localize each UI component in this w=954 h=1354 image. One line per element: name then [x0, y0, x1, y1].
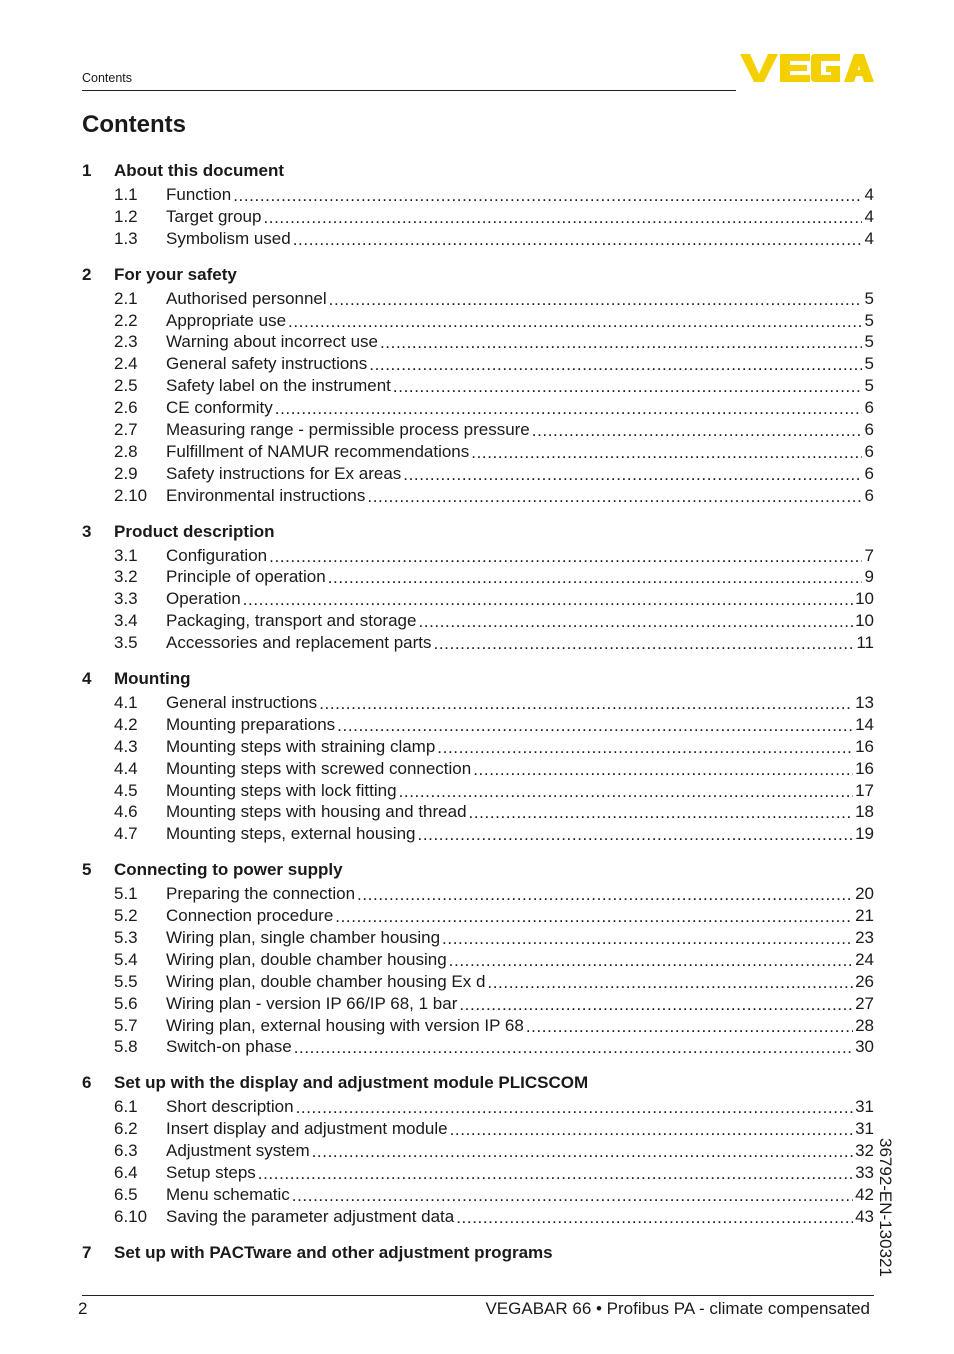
dot-leader — [335, 907, 853, 927]
entry-number: 6.2 — [114, 1119, 138, 1139]
dot-leader — [442, 929, 853, 949]
entry-number: 2.5 — [114, 376, 138, 396]
dot-leader — [288, 312, 862, 332]
entry-number: 4.4 — [114, 758, 138, 778]
dot-leader — [456, 1208, 853, 1228]
entry-number: 5.8 — [114, 1037, 138, 1057]
toc-entry[interactable] — [82, 758, 874, 780]
dot-leader — [449, 951, 853, 971]
entry-number: 2.9 — [114, 463, 138, 483]
entry-title: CE conformity — [166, 398, 273, 418]
toc-chapter-heading[interactable] — [82, 666, 874, 692]
entry-number: 6.4 — [114, 1163, 138, 1182]
dot-leader — [399, 782, 854, 802]
toc-entry[interactable] — [82, 780, 874, 802]
entry-page-number: 16 — [855, 758, 874, 778]
entry-title: Mounting steps with housing and thread — [166, 802, 467, 822]
entry-title: Safety instructions for Ex areas — [166, 463, 402, 483]
dot-leader — [471, 443, 862, 463]
toc-entry[interactable] — [82, 588, 874, 610]
entry-title: Warning about incorrect use — [166, 332, 378, 352]
entry-title: Adjustment system — [166, 1141, 310, 1161]
entry-title: Wiring plan, double chamber housing — [166, 949, 447, 969]
toc-entry[interactable] — [82, 206, 874, 228]
toc-chapter-heading[interactable] — [82, 1240, 874, 1266]
entry-page-number: 14 — [855, 714, 874, 734]
entry-page-number: 4 — [864, 228, 874, 248]
entry-page-number: 7 — [864, 545, 874, 565]
dot-leader — [367, 487, 862, 507]
entry-number: 5.5 — [114, 971, 138, 991]
entry-page-number: 17 — [855, 780, 874, 800]
entry-number: 6.10 — [114, 1206, 148, 1226]
entry-page-number: 24 — [855, 949, 874, 969]
vega-logo — [740, 50, 874, 86]
dot-leader — [526, 1017, 853, 1037]
toc-chapter — [82, 666, 874, 845]
dot-leader — [275, 399, 862, 419]
entry-page-number: 16 — [855, 736, 874, 756]
footer-document-title: VEGABAR 66 • Profibus PA - climate compensated — [485, 1299, 870, 1318]
entry-number: 1.1 — [114, 184, 138, 204]
entry-page-number: 6 — [864, 485, 874, 505]
chapter-number: 7 — [82, 1242, 92, 1262]
entry-number: 5.7 — [114, 1015, 138, 1035]
toc-chapter-heading[interactable] — [82, 857, 874, 883]
toc-entry[interactable] — [82, 441, 874, 463]
chapter-number: 2 — [82, 264, 92, 284]
toc-entry[interactable] — [82, 485, 874, 507]
entry-title: Target group — [166, 206, 262, 226]
dot-leader — [380, 333, 862, 353]
toc-entry[interactable] — [82, 736, 874, 758]
entry-number: 4.2 — [114, 714, 138, 734]
entry-page-number: 31 — [855, 1097, 874, 1117]
entry-title: General instructions — [166, 692, 318, 712]
toc-entry[interactable] — [82, 419, 874, 441]
entry-page-number: 10 — [855, 589, 874, 609]
toc-chapter-heading[interactable] — [82, 158, 874, 184]
entry-title: Symbolism used — [166, 228, 291, 248]
entry-title: Appropriate use — [166, 310, 287, 330]
toc-entry[interactable] — [82, 971, 874, 993]
dot-leader — [434, 634, 855, 654]
entry-title: Fulfillment of NAMUR recommendations — [166, 441, 470, 461]
entry-title: Menu schematic — [166, 1184, 290, 1204]
dot-leader — [393, 377, 862, 397]
dot-leader — [329, 290, 862, 310]
toc-entry[interactable] — [82, 632, 874, 654]
dot-leader — [357, 885, 853, 905]
chapter-title: Set up with the display and adjustment module PLICSCOM — [114, 1073, 589, 1093]
entry-title: Mounting steps with screwed connection — [166, 758, 472, 778]
dot-leader — [294, 1038, 853, 1058]
entry-page-number: 19 — [855, 824, 874, 844]
entry-title: Insert display and adjustment module — [166, 1119, 448, 1139]
entry-number: 4.6 — [114, 802, 138, 822]
dot-leader — [292, 1186, 853, 1206]
entry-title: Configuration — [166, 545, 268, 565]
toc-chapter — [82, 158, 874, 250]
toc-entry[interactable] — [82, 397, 874, 419]
entry-title: Operation — [166, 589, 241, 609]
entry-page-number: 33 — [855, 1163, 874, 1182]
entry-number: 6.5 — [114, 1184, 138, 1204]
entry-page-number: 5 — [864, 354, 874, 374]
vega-logo-graphic — [740, 50, 874, 86]
toc-entry[interactable] — [82, 463, 874, 485]
toc-entry[interactable] — [82, 375, 874, 397]
entry-page-number: 43 — [855, 1206, 874, 1226]
dot-leader — [532, 421, 862, 441]
toc-chapter — [82, 262, 874, 507]
entry-number: 4.3 — [114, 736, 138, 756]
entry-page-number: 32 — [855, 1141, 874, 1161]
entry-page-number: 9 — [864, 567, 874, 587]
dot-leader — [418, 612, 853, 632]
entry-page-number: 21 — [855, 906, 874, 926]
entry-number: 5.1 — [114, 884, 138, 904]
entry-number: 5.3 — [114, 927, 138, 947]
entry-page-number: 11 — [856, 633, 874, 653]
toc-entry[interactable] — [82, 353, 874, 375]
chapter-title: Connecting to power supply — [114, 860, 343, 880]
footer-divider — [82, 1295, 874, 1296]
entry-number: 1.3 — [114, 228, 138, 248]
entry-title: Accessories and replacement parts — [166, 633, 432, 653]
dot-leader — [459, 995, 853, 1015]
toc-entry[interactable] — [82, 1184, 874, 1206]
toc-entry[interactable] — [82, 993, 874, 1015]
page-title: Contents — [82, 111, 186, 138]
toc-entry[interactable] — [82, 1037, 874, 1059]
header-divider — [82, 90, 736, 91]
toc-entry[interactable] — [82, 801, 874, 823]
entry-page-number: 27 — [855, 993, 874, 1013]
entry-title: Setup steps — [166, 1163, 256, 1182]
toc-entry[interactable] — [82, 949, 874, 971]
chapter-title: For your safety — [114, 264, 237, 284]
entry-title: Packaging, transport and storage — [166, 611, 417, 631]
toc-entry[interactable] — [82, 1140, 874, 1162]
toc-entry[interactable] — [82, 331, 874, 353]
entry-page-number: 10 — [855, 611, 874, 631]
entry-page-number: 26 — [855, 971, 874, 991]
entry-number: 2.8 — [114, 441, 138, 461]
entry-title: Function — [166, 184, 232, 204]
entry-page-number: 42 — [855, 1184, 874, 1204]
entry-page-number: 4 — [864, 206, 874, 226]
entry-page-number: 6 — [864, 398, 874, 418]
entry-number: 5.4 — [114, 949, 138, 969]
dot-leader — [293, 230, 862, 250]
chapter-number: 1 — [82, 161, 92, 180]
dot-leader — [403, 465, 862, 485]
entry-title: Environmental instructions — [166, 485, 366, 505]
dot-leader — [319, 694, 853, 714]
entry-title: Mounting preparations — [166, 714, 336, 734]
entry-number: 3.5 — [114, 633, 138, 653]
toc-chapter — [82, 1070, 874, 1227]
entry-title: Saving the parameter adjustment data — [166, 1206, 455, 1226]
toc-entry[interactable] — [82, 228, 874, 250]
toc-chapter-heading[interactable] — [82, 262, 874, 288]
dot-leader — [469, 803, 854, 823]
chapter-title: Mounting — [114, 669, 191, 689]
entry-number: 4.1 — [114, 692, 138, 712]
dot-leader — [418, 825, 854, 845]
entry-page-number: 23 — [855, 927, 874, 947]
chapter-number: 6 — [82, 1073, 92, 1093]
toc-entry[interactable] — [82, 823, 874, 845]
entry-title: Mounting steps with lock fitting — [166, 780, 397, 800]
running-header: Contents — [82, 71, 133, 85]
dot-leader — [312, 1142, 853, 1162]
entry-page-number: 28 — [855, 1015, 874, 1035]
dot-leader — [258, 1164, 853, 1184]
dot-leader — [269, 547, 862, 567]
dot-leader — [263, 208, 862, 228]
toc-chapter-heading[interactable] — [82, 519, 874, 545]
entry-number: 2.2 — [114, 310, 138, 330]
toc-entry[interactable] — [82, 545, 874, 567]
entry-page-number: 31 — [855, 1119, 874, 1139]
toc-chapter-heading[interactable] — [82, 1070, 874, 1096]
entry-title: Wiring plan, double chamber housing Ex d — [166, 971, 486, 991]
entry-number: 4.7 — [114, 824, 138, 844]
toc-entry[interactable] — [82, 566, 874, 588]
entry-number: 3.1 — [114, 545, 138, 565]
entry-number: 5.2 — [114, 906, 138, 926]
toc-entry[interactable] — [82, 692, 874, 714]
entry-title: Connection procedure — [166, 906, 334, 926]
dot-leader — [328, 568, 862, 588]
entry-number: 2.10 — [114, 485, 148, 505]
entry-number: 2.7 — [114, 419, 138, 439]
entry-title: Safety label on the instrument — [166, 376, 391, 396]
entry-page-number: 13 — [855, 692, 874, 712]
toc-entry[interactable] — [82, 1118, 874, 1140]
toc-entry[interactable] — [82, 905, 874, 927]
toc-entry[interactable] — [82, 288, 874, 310]
entry-title: Short description — [166, 1097, 294, 1117]
entry-number: 3.3 — [114, 589, 138, 609]
entry-number: 5.6 — [114, 993, 138, 1013]
entry-number: 3.4 — [114, 611, 138, 631]
entry-page-number: 18 — [855, 802, 874, 822]
entry-number: 6.3 — [114, 1141, 138, 1161]
toc-entry[interactable] — [82, 1206, 874, 1228]
toc-entry[interactable] — [82, 714, 874, 736]
toc-entry[interactable] — [82, 610, 874, 632]
chapter-title: Set up with PACTware and other adjustment programs — [114, 1242, 553, 1262]
entry-page-number: 6 — [864, 419, 874, 439]
entry-title: Principle of operation — [166, 567, 326, 587]
dot-leader — [243, 590, 853, 610]
entry-title: Wiring plan, single chamber housing — [166, 927, 441, 947]
toc-entry[interactable] — [82, 184, 874, 206]
chapter-title: About this document — [114, 161, 284, 180]
entry-number: 2.4 — [114, 354, 138, 374]
entry-title: Preparing the connection — [166, 884, 356, 904]
entry-title: Measuring range - permissible process pressure — [166, 419, 530, 439]
chapter-number: 3 — [82, 521, 92, 541]
entry-title: Mounting steps with straining clamp — [166, 736, 436, 756]
table-of-contents — [82, 158, 874, 1278]
dot-leader — [337, 716, 853, 736]
toc-entry[interactable] — [82, 1096, 874, 1118]
entry-page-number: 5 — [864, 310, 874, 330]
toc-chapter — [82, 1240, 874, 1266]
toc-entry[interactable] — [82, 883, 874, 905]
entry-page-number: 6 — [864, 441, 874, 461]
toc-chapter — [82, 519, 874, 654]
toc-entry[interactable] — [82, 1162, 874, 1184]
entry-page-number: 5 — [864, 332, 874, 352]
dot-leader — [450, 1120, 853, 1140]
entry-page-number: 5 — [864, 288, 874, 308]
dot-leader — [487, 973, 853, 993]
entry-title: Authorised personnel — [166, 288, 327, 308]
entry-number: 4.5 — [114, 780, 138, 800]
dot-leader — [437, 738, 853, 758]
entry-number: 2.3 — [114, 332, 138, 352]
entry-number: 2.1 — [114, 288, 138, 308]
entry-page-number: 4 — [864, 184, 874, 204]
entry-number: 2.6 — [114, 398, 138, 418]
document-code: 36792-EN-130321 — [876, 1138, 895, 1277]
entry-title: Wiring plan - version IP 66/IP 68, 1 bar — [166, 993, 458, 1013]
dot-leader — [473, 760, 853, 780]
entry-title: Switch-on phase — [166, 1037, 292, 1057]
dot-leader — [233, 186, 862, 206]
chapter-number: 5 — [82, 860, 92, 880]
toc-entry[interactable] — [82, 1015, 874, 1037]
toc-chapter — [82, 857, 874, 1058]
entry-number: 3.2 — [114, 567, 138, 587]
entry-page-number: 5 — [864, 376, 874, 396]
chapter-number: 4 — [82, 669, 92, 689]
dot-leader — [369, 355, 862, 375]
chapter-title: Product description — [114, 521, 275, 541]
entry-page-number: 30 — [855, 1037, 874, 1057]
toc-entry[interactable] — [82, 310, 874, 332]
entry-number: 1.2 — [114, 206, 138, 226]
entry-title: Wiring plan, external housing with version IP 68 — [166, 1015, 524, 1035]
entry-page-number: 20 — [855, 884, 874, 904]
toc-entry[interactable] — [82, 927, 874, 949]
footer-page-number: 2 — [78, 1299, 88, 1318]
entry-title: Mounting steps, external housing — [166, 824, 416, 844]
entry-number: 6.1 — [114, 1097, 138, 1117]
entry-title: General safety instructions — [166, 354, 368, 374]
dot-leader — [296, 1098, 854, 1118]
entry-page-number: 6 — [864, 463, 874, 483]
